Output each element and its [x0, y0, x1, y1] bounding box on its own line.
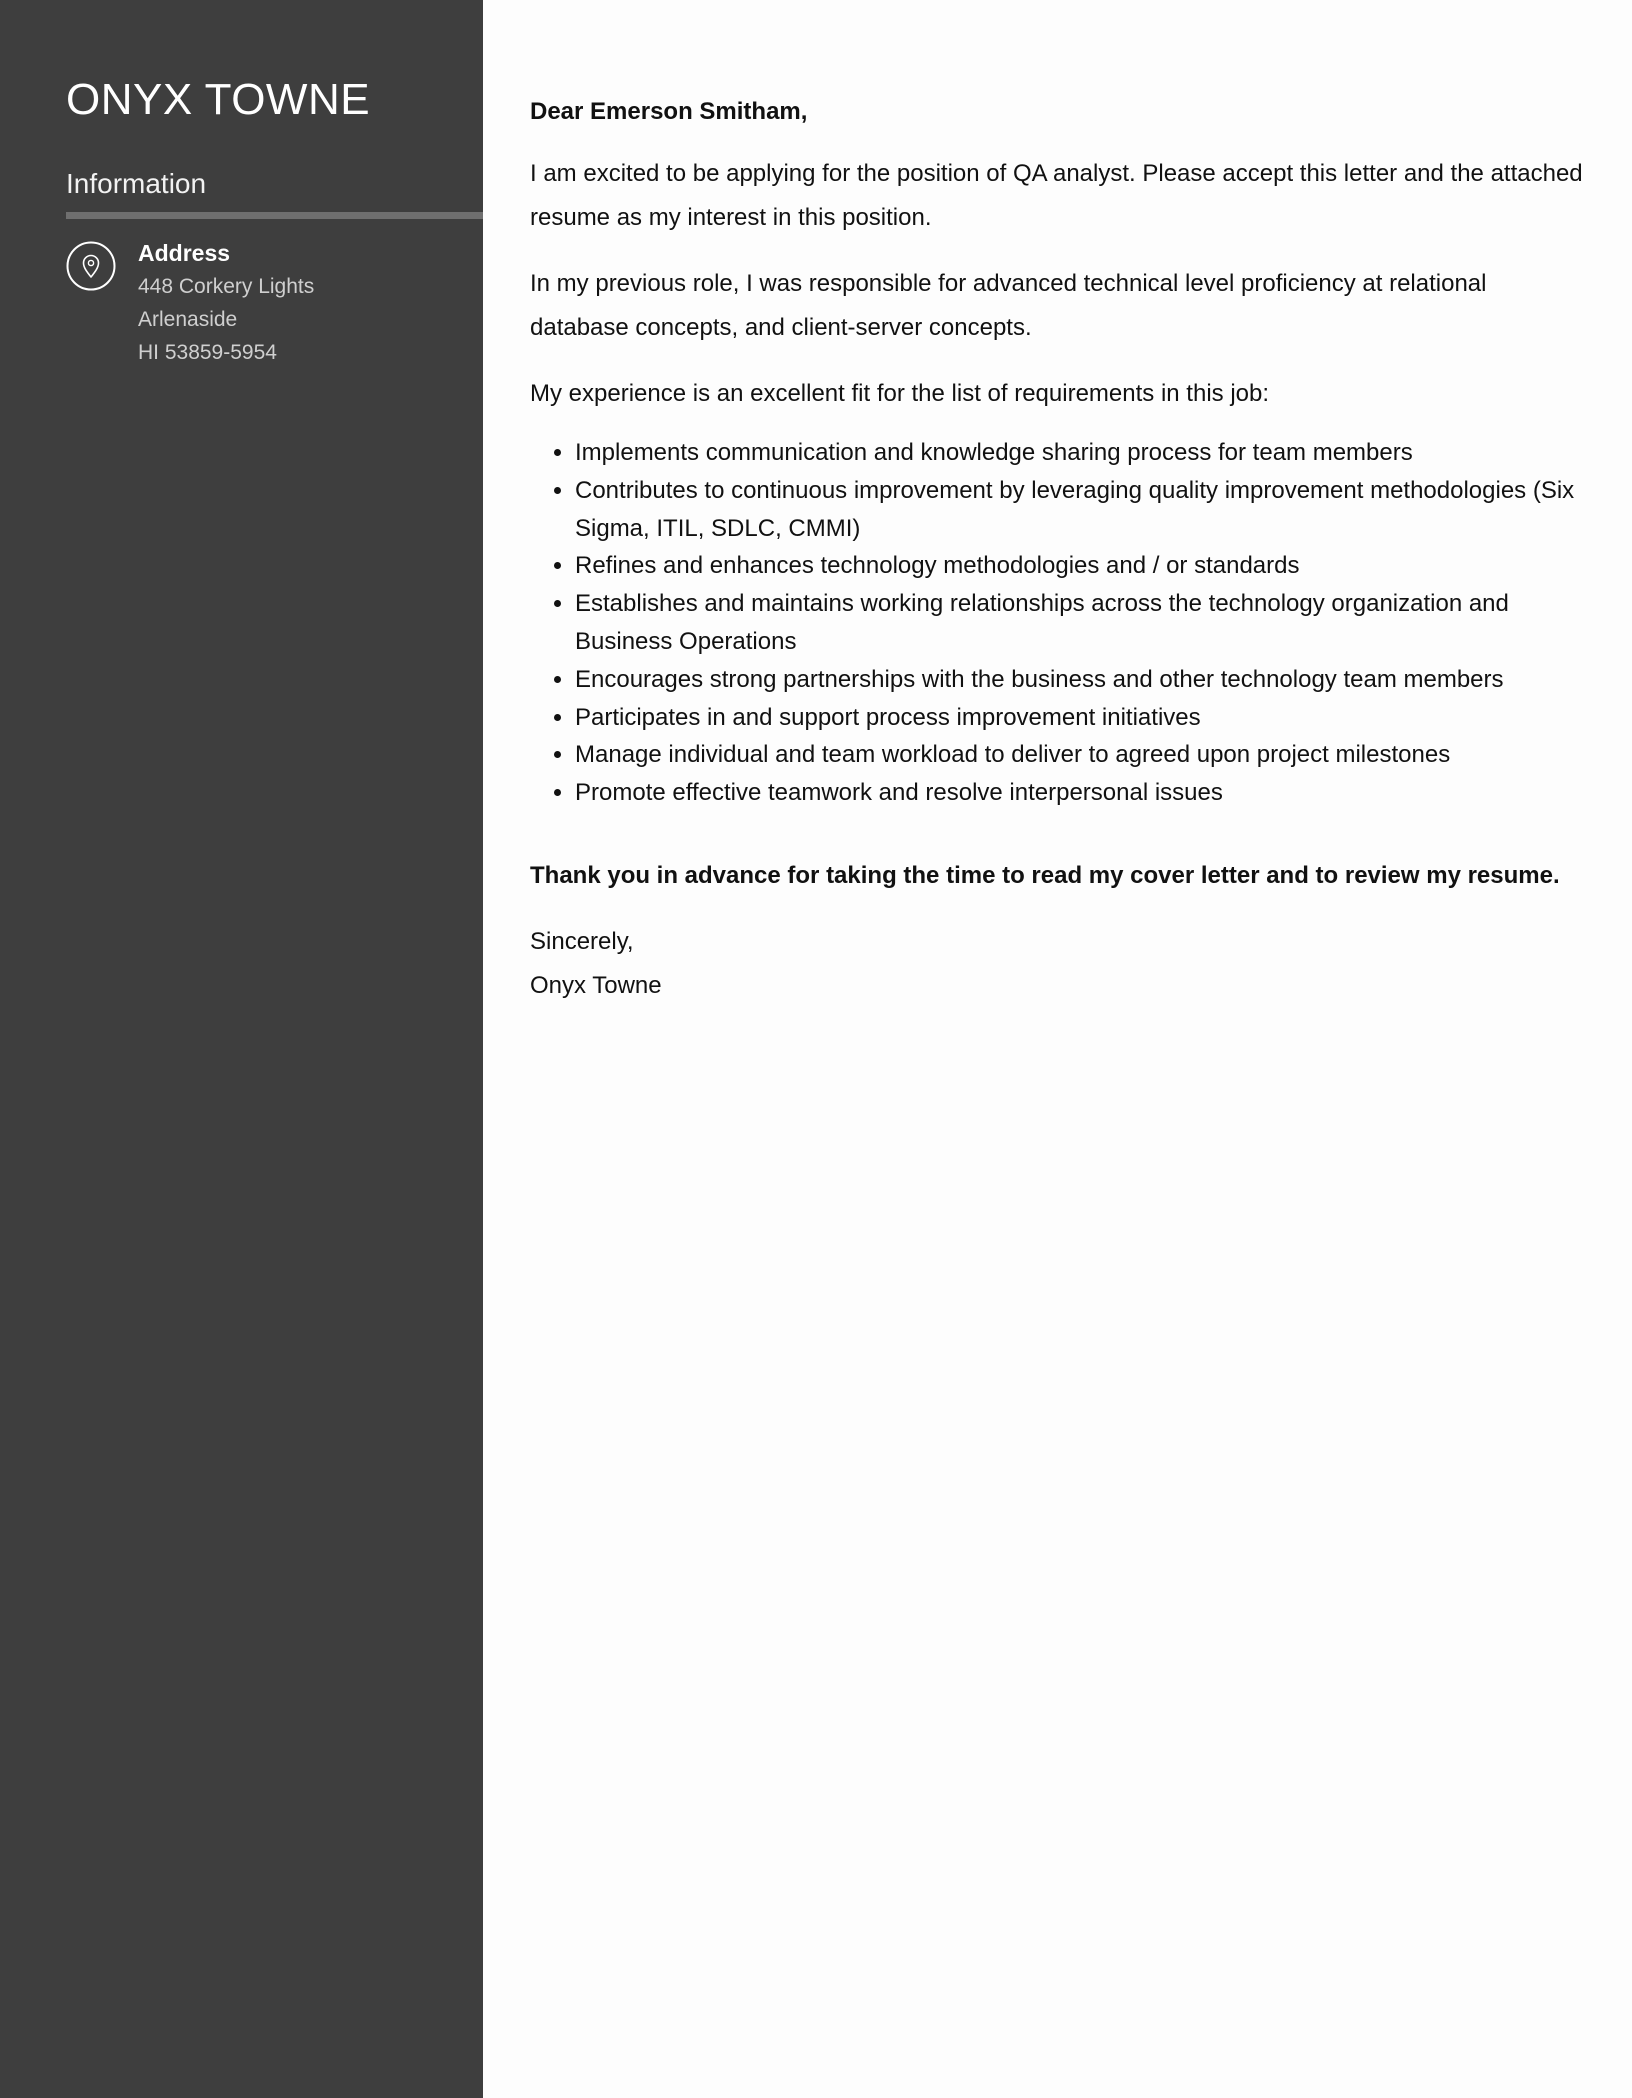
cover-letter-body	[530, 92, 1590, 1008]
list-item: • Participates in and support process improvement initiatives	[575, 699, 1590, 737]
letter-paragraph: I am excited to be applying for the position of QA analyst. Please accept this letter and the attached resume as my interest in this position.	[530, 160, 1583, 231]
location-pin-icon	[66, 241, 116, 291]
letter-paragraph: My experience is an excellent fit for the list of requirements in this job:	[530, 380, 1270, 407]
letter-greeting: Dear Emerson Smitham,	[530, 98, 808, 125]
information-heading: Information	[66, 168, 207, 199]
address-block	[138, 236, 314, 369]
letter-closing: Thank you in advance for taking the time to read my cover letter and to review my resume.	[530, 861, 1560, 889]
letter-signature: Onyx Towne	[530, 971, 662, 999]
list-item: • Encourages strong partnerships with the business and other technology team members	[575, 661, 1590, 699]
address-line-state-zip: HI 53859-5954	[138, 341, 277, 364]
sidebar	[0, 0, 483, 2098]
address-line-street: 448 Corkery Lights	[138, 275, 315, 298]
requirements-list	[530, 434, 1590, 812]
address-line-city: Arlenaside	[138, 308, 238, 331]
list-item: • Contributes to continuous improvement by leveraging quality improvement methodologies (Six Sigma, ITIL, SDLC, CMMI)	[575, 472, 1590, 548]
letter-paragraph: In my previous role, I was responsible for advanced technical level proficiency at relational database concepts, and client-server concepts.	[530, 270, 1487, 341]
list-item: • Refines and enhances technology methodologies and / or standards	[575, 547, 1590, 585]
list-item: • Promote effective teamwork and resolve interpersonal issues	[575, 774, 1590, 812]
section-divider	[66, 212, 483, 219]
list-item: • Manage individual and team workload to deliver to agreed upon project milestones	[575, 736, 1590, 774]
letter-signoff: Sincerely,	[530, 927, 634, 955]
applicant-name: ONYX TOWNE	[66, 75, 371, 124]
list-item: • Implements communication and knowledge sharing process for team members	[575, 434, 1590, 472]
address-label: Address	[138, 240, 231, 266]
list-item: • Establishes and maintains working relationships across the technology organization and Business Operations	[575, 585, 1590, 661]
